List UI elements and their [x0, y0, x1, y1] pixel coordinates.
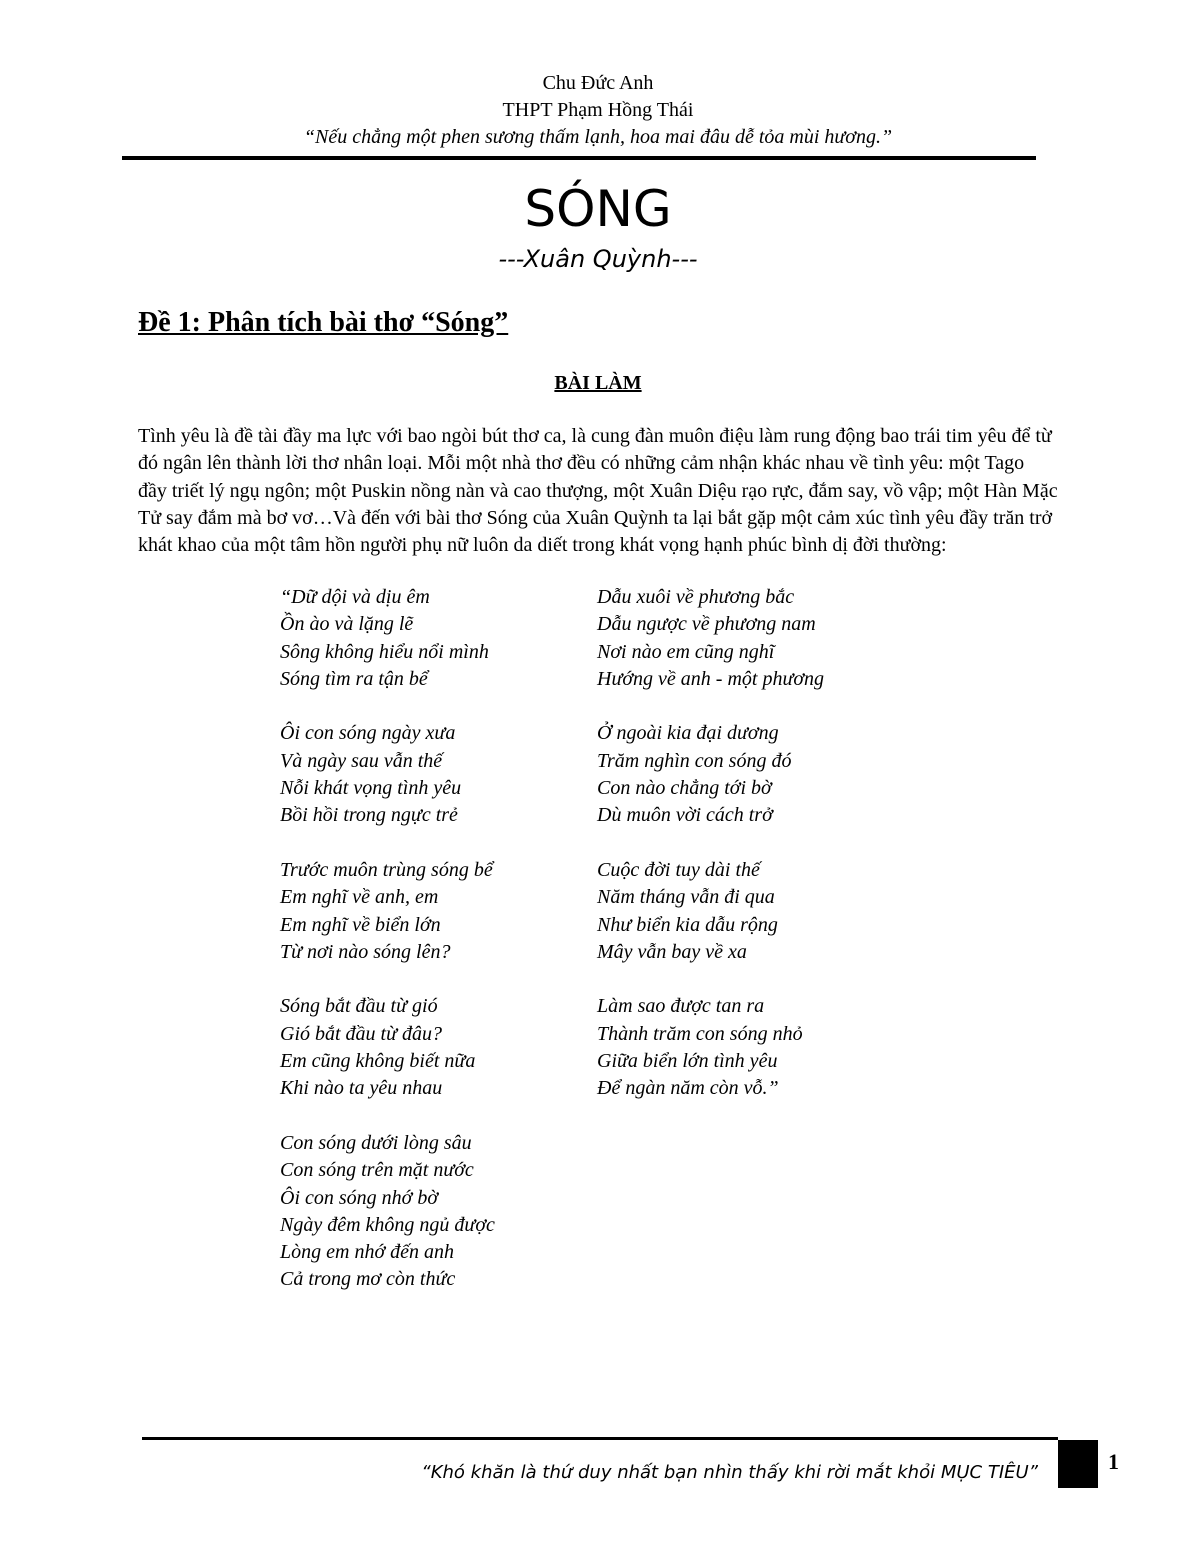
- poem-line: Dẫu xuôi về phương bắc: [597, 586, 795, 608]
- poem-line: “Dữ dội và dịu êm: [280, 586, 430, 608]
- poem-stanza: [280, 993, 580, 1102]
- poem-column-left: [280, 584, 580, 1321]
- poem-line: Sóng bắt đầu từ gió: [280, 995, 438, 1018]
- poem-line: Ngày đêm không ngủ được: [280, 1213, 495, 1236]
- poem-line: Em cũng không biết nữa: [280, 1050, 476, 1073]
- poem-line: Con sóng dưới lòng sâu: [280, 1131, 472, 1154]
- poem-line: Con nào chẳng tới bờ: [597, 777, 772, 800]
- poem-stanza: [280, 857, 580, 966]
- poem-stanza: [597, 993, 897, 1102]
- poem-line: Sóng tìm ra tận bể: [280, 667, 428, 690]
- poem-line: Thành trăm con sóng nhỏ: [597, 1022, 803, 1045]
- footer-quote: “Khó khăn là thứ duy nhất bạn nhìn thấy khi rời mắt khỏi MỤC TIÊU”: [421, 1462, 1038, 1483]
- poem-line: Con sóng trên mặt nước: [280, 1159, 474, 1182]
- poem-line: Mây vẫn bay về xa: [597, 940, 747, 963]
- poem-line: Em nghĩ về biển lớn: [280, 913, 441, 936]
- author-name: Chu Đức Anh: [542, 72, 654, 94]
- poem-line: Ở ngoài kia đại dương: [597, 722, 779, 745]
- poem-line: Em nghĩ về anh, em: [280, 886, 439, 909]
- poem-stanza: [280, 720, 580, 829]
- poem-line: Từ nơi nào sóng lên?: [280, 940, 451, 963]
- footer-rule: [142, 1437, 1058, 1440]
- poem-line: Bồi hồi trong ngực trẻ: [280, 804, 458, 827]
- poem-stanza: [597, 584, 897, 693]
- poem-line: Lòng em nhớ đến anh: [280, 1241, 454, 1264]
- poem-line: Sông không hiểu nổi mình: [280, 640, 489, 663]
- poem-line: Dù muôn vời cách trở: [597, 804, 773, 827]
- poem-line: Ôi con sóng ngày xưa: [280, 722, 456, 745]
- poem-line: Trăm nghìn con sóng đó: [597, 749, 792, 772]
- poem-line: Để ngàn năm còn vỗ.”: [597, 1077, 779, 1100]
- page-number: 1: [1108, 1449, 1119, 1474]
- page-header: [0, 70, 1196, 151]
- poem-line: Cuộc đời tuy dài thế: [597, 858, 760, 881]
- header-rule: [122, 156, 1036, 160]
- poem-line: Ồn ào và lặng lẽ: [280, 613, 414, 636]
- poem-line: Ôi con sóng nhớ bờ: [280, 1186, 439, 1209]
- poem-line: Giữa biển lớn tình yêu: [597, 1050, 778, 1073]
- poem-line: Hướng về anh - một phương: [597, 667, 825, 690]
- intro-paragraph: Tình yêu là đề tài đầy ma lực với bao ngòi bút thơ ca, là cung đàn muôn điệu làm rung động bao trái tim yêu để từ đó ngân lên thành lời thơ nhân loại. Mỗi một nhà thơ đều có những cảm nhận khác nhau về tình yêu: một Tago đầy triết lý ngụ ngôn; một Puskin nồng nàn và cao thượng, một Xuân Diệu rạo rực, đắm say, vồ vập; một Hàn Mặc Tử say đắm mà bơ vơ…Và đến với bài thơ Sóng của Xuân Quỳnh ta lại bắt gặp một cảm xúc tình yêu đầy trăn trở khát khao của một tâm hồn người phụ nữ luôn da diết trong khát vọng hạnh phúc bình dị đời thường:: [138, 425, 1058, 557]
- poem-line: Nơi nào em cũng nghĩ: [597, 640, 775, 663]
- poem-author: ---Xuân Quỳnh---: [498, 245, 698, 273]
- poem-stanza: [597, 857, 897, 966]
- poem-line: Như biển kia dẫu rộng: [597, 913, 778, 936]
- poem-line: Năm tháng vẫn đi qua: [597, 886, 775, 909]
- assignment-heading: Đề 1: Phân tích bài thơ “Sóng”: [138, 307, 509, 338]
- poem-stanza: [280, 584, 580, 693]
- answer-heading: BÀI LÀM: [554, 372, 642, 394]
- poem-line: Trước muôn trùng sóng bể: [280, 858, 493, 881]
- poem-line: Cả trong mơ còn thức: [280, 1268, 456, 1291]
- poem-line: Và ngày sau vẫn thế: [280, 749, 443, 772]
- school-name: THPT Phạm Hồng Thái: [502, 99, 694, 121]
- poem-line: Nỗi khát vọng tình yêu: [280, 777, 462, 800]
- poem-line: Gió bắt đầu từ đâu?: [280, 1022, 443, 1045]
- poem-line: Làm sao được tan ra: [597, 995, 765, 1018]
- poem-line: Dẫu ngược về phương nam: [597, 613, 816, 636]
- poem-title: SÓNG: [524, 180, 672, 238]
- poem-stanza: [597, 720, 897, 829]
- poem-line: Khi nào ta yêu nhau: [280, 1077, 443, 1100]
- poem-stanza: [280, 1130, 580, 1294]
- poem-column-right: [597, 584, 897, 1130]
- header-motto: “Nếu chẳng một phen sương thấm lạnh, hoa mai đâu dễ tỏa mùi hương.”: [303, 126, 893, 148]
